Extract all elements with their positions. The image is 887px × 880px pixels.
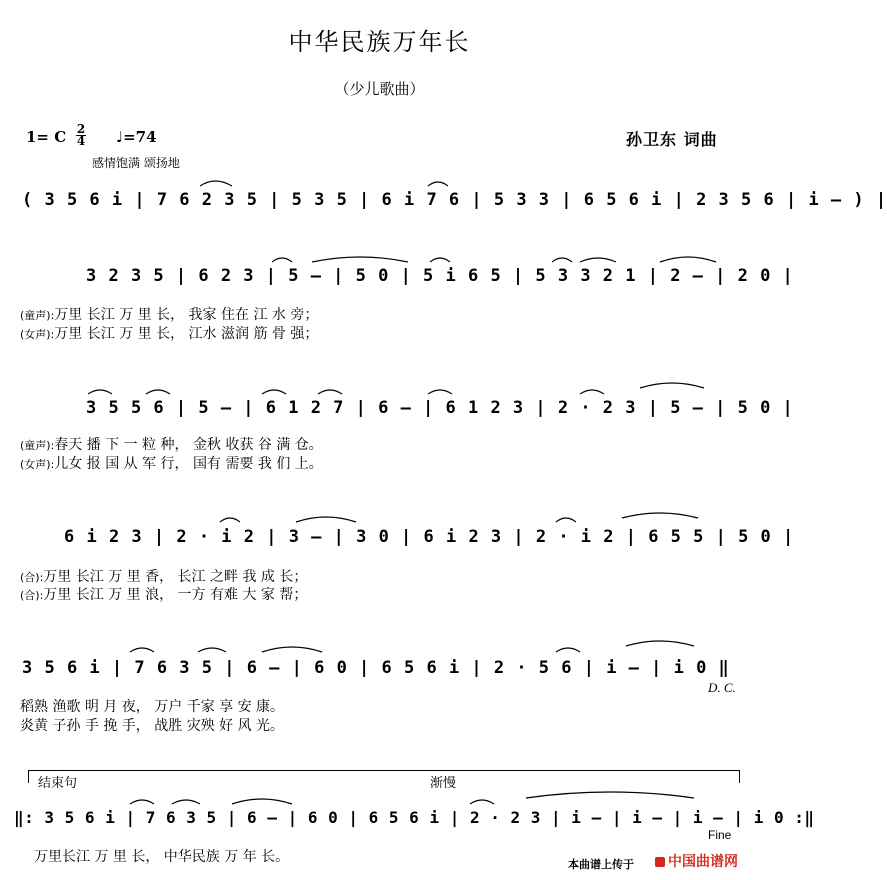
section4-lyric-line-1	[20, 696, 284, 716]
meter-bottom: 4	[76, 134, 86, 148]
section1-lyric-line-2	[20, 323, 318, 343]
section2-lyric-line-1	[20, 434, 323, 454]
ending-label: 结束句	[38, 776, 78, 791]
lyric-text: 万里 长江 万 里 香， 长江 之畔 我 成 长；	[43, 569, 308, 585]
key-signature: 1= C	[26, 128, 67, 146]
section2-notes: 3 5 5 6 | 5 — | 6 1 2 7 | 6 — | 6 1 2 3 | 2 · 2 3 | 5 — | 5 0 |	[86, 398, 794, 418]
intro-notes: ( 3 5 6 i | 7 6 2 3 5 | 5 3 5 | 6 i 7 6 | 5 3 3 | 6 5 6 i | 2 3 5 6 | i — ) |	[22, 190, 887, 210]
expression-marking: 感情饱满 颂扬地	[92, 156, 180, 170]
ending-notes: ‖: 3 5 6 i | 7 6 3 5 | 6 — | 6 0 | 6 5 6 i | 2 · 2 3 | i — | i — | i — | i 0 :‖	[14, 808, 815, 827]
section2-lyric-line-2	[20, 453, 323, 473]
lyric-text: 儿女 报 国 从 军 行， 国有 需要 我 们 上。	[54, 456, 323, 472]
voice-label: (合):	[20, 589, 44, 602]
voice-label: (童声):	[20, 439, 55, 452]
site-logo	[655, 851, 738, 871]
song-subtitle: （少儿歌曲）	[334, 80, 425, 98]
lyric-text: 万里 长江 万 里 长， 江水 滋润 筋 骨 强；	[54, 326, 319, 342]
composer-credit: 孙卫东 词曲	[626, 130, 718, 149]
ending-bracket	[28, 770, 740, 783]
section3-lyric-line-2	[20, 584, 307, 604]
section1-lyric-line-1	[20, 304, 318, 324]
lyric-text: 春天 播 下 一 粒 种， 金秋 收获 谷 满 仓。	[54, 437, 323, 453]
ritardando-marking: 渐慢	[430, 776, 457, 791]
ending-lyrics: 万里长江 万 里 长， 中华民族 万 年 长。	[34, 849, 290, 865]
voice-label: (女声):	[20, 458, 55, 471]
section3-notes: 6 i 2 3 | 2 · i 2 | 3 — | 3 0 | 6 i 2 3 | 2 · i 2 | 6 5 5 | 5 0 |	[64, 527, 795, 547]
tempo-marking: ♩=74	[116, 128, 157, 146]
song-title: 中华民族万年长	[288, 28, 471, 56]
lyric-text: 万里 长江 万 里 浪， 一方 有难 大 家 帮；	[43, 587, 308, 603]
voice-label: (童声):	[20, 309, 55, 322]
section4-lyric-line-2	[20, 715, 284, 735]
fine-marking: Fine	[708, 828, 732, 842]
upload-note: 本曲谱上传于	[568, 858, 634, 871]
time-signature	[76, 124, 86, 147]
voice-label: (女声):	[20, 328, 55, 341]
lyric-text: 炎黄 子孙 手 挽 手， 战胜 灾殃 好 风 光。	[20, 718, 285, 734]
section3-lyric-line-1	[20, 566, 307, 586]
site-name: 中国曲谱网	[668, 854, 738, 870]
section4-notes: 3 5 6 i | 7 6 3 5 | 6 — | 6 0 | 6 5 6 i | 2 · 5 6 | i — | i 0 ‖	[22, 658, 730, 678]
logo-mark-icon	[655, 857, 665, 867]
section1-notes: 3 2 3 5 | 6 2 3 | 5 — | 5 0 | 5 i 6 5 | 5 3 3 2 1 | 2 — | 2 0 |	[86, 266, 794, 286]
meter-top: 2	[76, 122, 86, 136]
voice-label: (合):	[20, 571, 44, 584]
lyric-text: 稻熟 渔歌 明 月 夜， 万户 千家 享 安 康。	[20, 699, 285, 715]
da-capo-marking: D. C.	[708, 680, 736, 695]
lyric-text: 万里 长江 万 里 长， 我家 住在 江 水 旁；	[54, 307, 319, 323]
